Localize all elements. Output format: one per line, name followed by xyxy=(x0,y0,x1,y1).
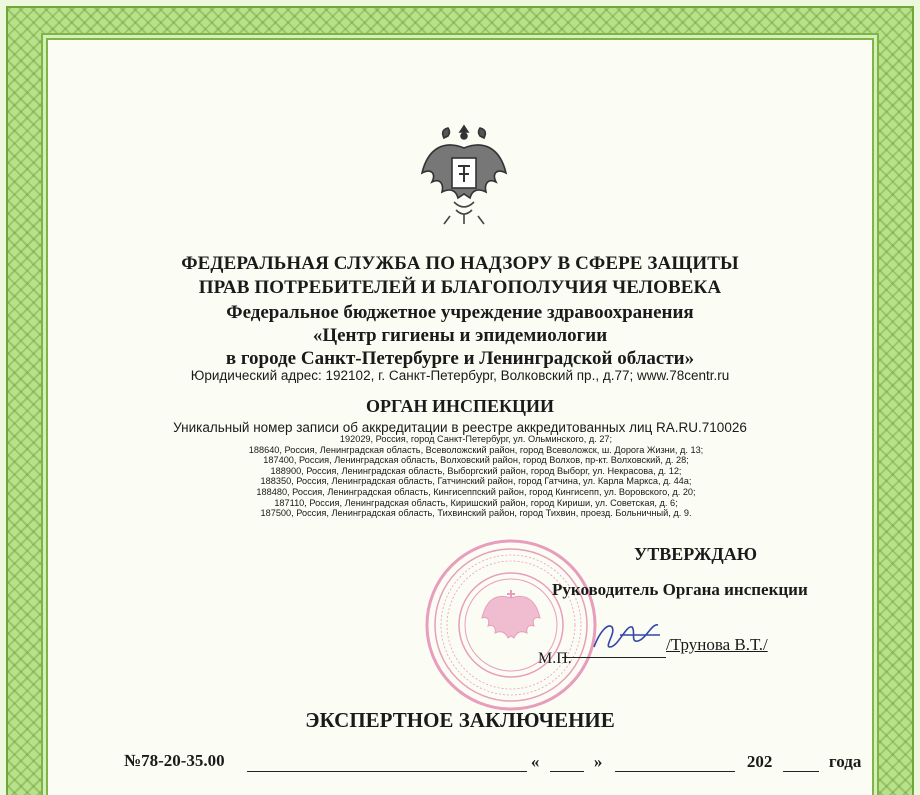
agency-name-line1: ФЕДЕРАЛЬНАЯ СЛУЖБА ПО НАДЗОРУ В СФЕРЕ ЗАЩИТЫ xyxy=(181,253,739,274)
branch-address: 187400, Россия, Ленинградская область, Волховский район, город Волхов, пр-кт. Волховский, д. 28; xyxy=(263,455,689,466)
year-prefix: 202 xyxy=(746,752,773,771)
institution-name-line2: «Центр гигиены и эпидемиологии xyxy=(312,325,608,346)
institution-name-line3: в городе Санкт-Петербурге и Ленинградской области» xyxy=(225,348,695,369)
organ-title: ОРГАН ИНСПЕКЦИИ xyxy=(365,396,555,416)
accreditation-number: Уникальный номер записи об аккредитации в реестре аккредитованных лиц RA.RU.710026 xyxy=(173,420,747,435)
seal-place-label: М.П. xyxy=(538,650,572,667)
branch-address-list xyxy=(226,434,726,519)
document-content xyxy=(46,38,874,795)
date-blank-line xyxy=(247,751,527,772)
branch-address: 188900, Россия, Ленинградская область, Выборгский район, город Выборг, ул. Некрасова, д. 12; xyxy=(270,465,682,476)
branch-address: 188350, Россия, Ленинградская область, Гатчинский район, город Гатчина, ул. Карла Маркса, д. 44а; xyxy=(260,476,692,487)
document-number: №78-20-35.00 xyxy=(124,751,225,770)
quote-open: « xyxy=(530,752,540,771)
signer-name: /Трунова В.Т./ xyxy=(666,635,768,654)
double-headed-eagle-emblem-icon xyxy=(414,118,514,228)
institution-name-line1: Федеральное бюджетное учреждение здравоохранения xyxy=(226,302,694,323)
agency-name-line2: ПРАВ ПОТРЕБИТЕЛЕЙ И БЛАГОПОЛУЧИЯ ЧЕЛОВЕКА xyxy=(198,277,722,298)
branch-address: 188480, Россия, Ленинградская область, Кингисеппский район, город Кингисепп, ул. Воровского, д. 20; xyxy=(256,486,696,497)
branch-address: 192029, Россия, город Санкт-Петербург, ул. Ольминского, д. 27; xyxy=(339,434,613,444)
approve-label: УТВЕРЖДАЮ xyxy=(634,544,758,564)
branch-address: 187500, Россия, Ленинградская область, Тихвинский район, город Тихвин, проезд. Больничный, д. 9. xyxy=(260,508,692,519)
head-of-organ-title: Руководитель Органа инспекции xyxy=(552,580,808,599)
year-suffix: года xyxy=(828,752,862,771)
quote-close: » xyxy=(593,752,603,771)
year-blank xyxy=(783,751,819,772)
handwritten-signature xyxy=(586,613,676,658)
date-row xyxy=(206,751,876,772)
day-blank xyxy=(550,751,584,772)
month-blank xyxy=(615,751,735,772)
document-title: ЭКСПЕРТНОЕ ЗАКЛЮЧЕНИЕ xyxy=(305,708,615,732)
official-seal-stamp xyxy=(424,538,599,713)
legal-address: Юридический адрес: 192102, г. Санкт-Петербург, Волковский пр., д.77; www.78centr.ru xyxy=(190,368,730,383)
branch-address: 187110, Россия, Ленинградская область, Киришский район, город Кириши, ул. Советская, д. 6; xyxy=(274,497,678,508)
branch-address: 188640, Россия, Ленинградская область, Всеволожский район, город Всеволожск, ш. Дорога Жизни, д. 13; xyxy=(248,444,704,455)
